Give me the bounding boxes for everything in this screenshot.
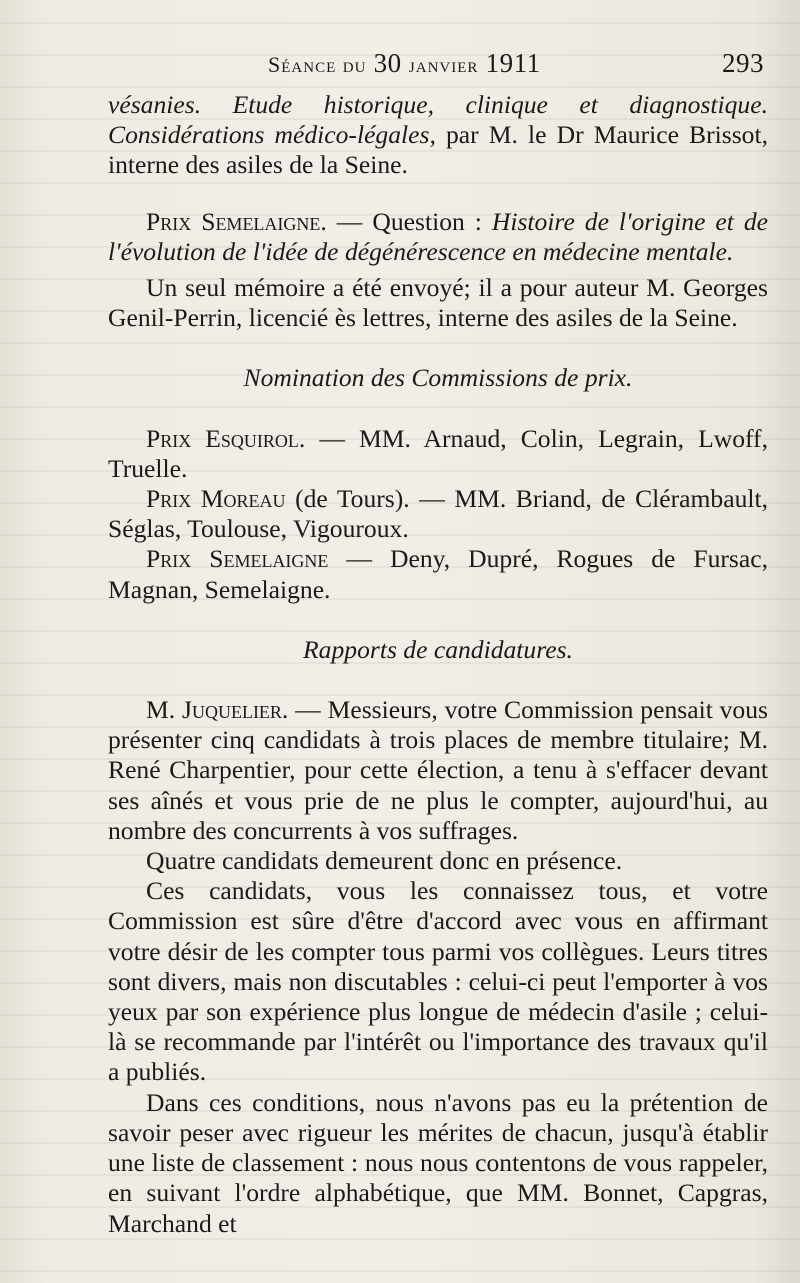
section-heading-rapports: Rapports de candidatures. bbox=[303, 634, 573, 664]
page-number: 293 bbox=[722, 48, 764, 78]
running-header bbox=[108, 46, 764, 86]
paragraph-quatre-candidats: Quatre candidats demeurent donc en présence. bbox=[146, 846, 623, 876]
paragraph-juquelier: M. Juquelier. — Messieurs, votre Commission pensait vous présenter cinq candidats à trois places de membre titulaire; M. René Charpentier, pour cette élection, a tenu à s'effacer devant ses aînés et vous prie de ne plus le compter, aujourd'hui, au nombre des concurrents à vos suffrages. bbox=[108, 695, 768, 845]
page-body bbox=[108, 90, 768, 1239]
paragraph-vesanies: vésanies. Etude historique, clinique et diagnostique. Considérations médico-légales, par M. le Dr Maurice Brissot, interne des asiles de la Seine. bbox=[108, 90, 768, 180]
paragraph-prix-semelaigne-commission: Prix Semelaigne — Deny, Dupré, Rogues de Fursac, Magnan, Semelaigne. bbox=[108, 544, 769, 604]
paragraph-ces-candidats: Ces candidats, vous les connaissez tous, et votre Commission est sûre d'être d'accord avec vous en affirmant votre désir de les compter tous parmi vos collègues. Leurs titres sont divers, mais non discutables : celui-ci peut l'emporter à vos yeux par son expérience plus longue de médecin d'asile ; celui-là se recommande par l'intérêt ou l'importance des travaux qu'il a publiés. bbox=[108, 876, 768, 1087]
paragraph-prix-esquirol: Prix Esquirol. — MM. Arnaud, Colin, Legrain, Lwoff, Truelle. bbox=[108, 423, 768, 483]
paragraph-memoire: Un seul mémoire a été envoyé; il a pour auteur M. Georges Genil-Perrin, licencié ès lettres, interne des asiles de la Seine. bbox=[108, 273, 768, 333]
paragraph-dans-ces-conditions: Dans ces conditions, nous n'avons pas eu la prétention de savoir peser avec rigueur les mérites de chacun, jusqu'à établir une liste de classement : nous nous contentons de vous rappeler, en suivant l'ordre alphabétique, que MM. Bonnet, Capgras, Marchand et bbox=[108, 1087, 768, 1238]
header-title: Séance du 30 janvier 1911 bbox=[268, 48, 541, 78]
paragraph-prix-moreau: Prix Moreau (de Tours). — MM. Briand, de Clérambault, Séglas, Toulouse, Vigouroux. bbox=[108, 484, 768, 544]
paragraph-prix-semelaigne-question: Prix Semelaigne. — Question : Histoire de l'origine et de l'évolution de l'idée de dégénérescence en médecine mentale. bbox=[108, 206, 769, 266]
section-heading-nomination: Nomination des Commissions de prix. bbox=[243, 363, 633, 393]
